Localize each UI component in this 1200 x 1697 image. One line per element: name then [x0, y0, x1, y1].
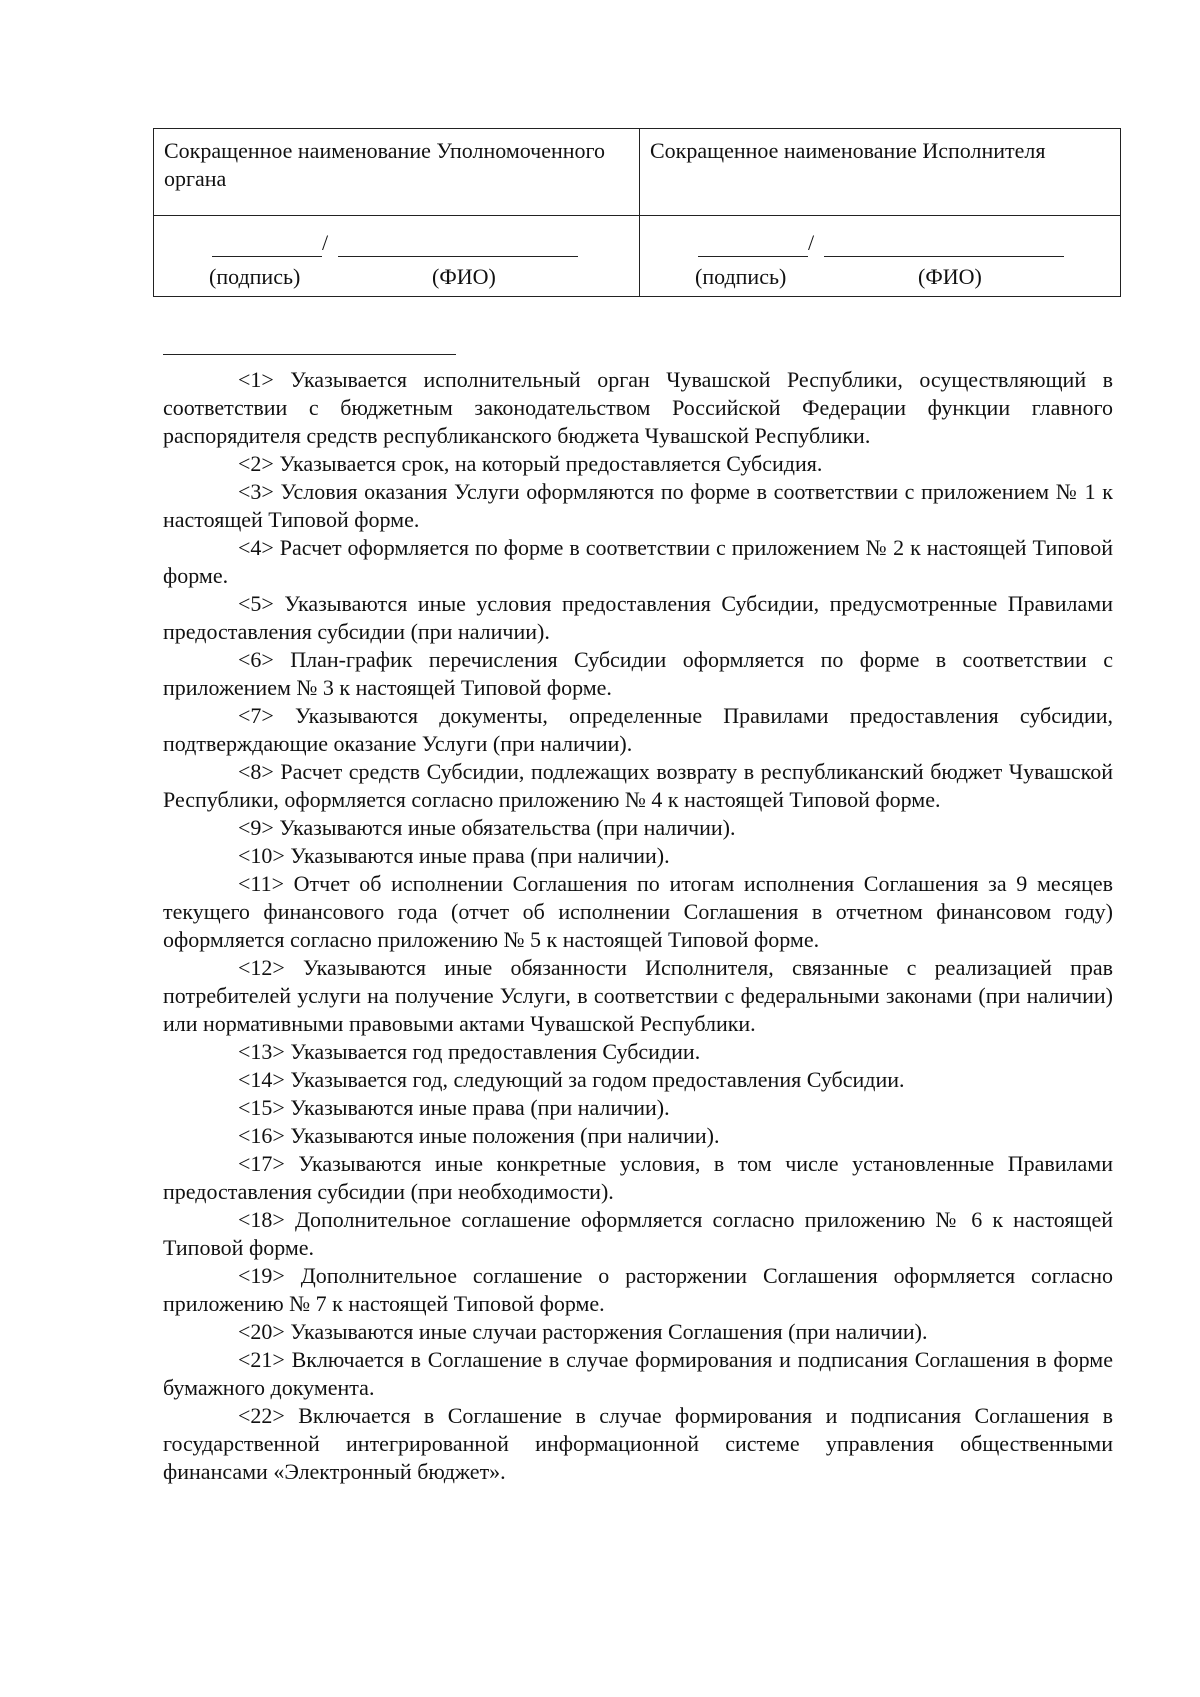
footnote-21: <21> Включается в Соглашение в случае формирования и подписания Соглашения в форме бумажного документа. [163, 1347, 1113, 1400]
footnote-1: <1> Указывается исполнительный орган Чувашской Республики, осуществляющий в соответствии с бюджетным законодательством Российской Федерации функции главного распорядителя средств республиканского бюджета Чувашской Республики. [163, 367, 1113, 448]
signature-table [153, 128, 1121, 297]
footnote-17: <17> Указываются иные конкретные условия, в том числе установленные Правилами предоставления субсидии (при необходимости). [163, 1151, 1113, 1204]
footnote-11: <11> Отчет об исполнении Соглашения по итогам исполнения Соглашения за 9 месяцев текущего финансового года (отчет об исполнении Соглашения в отчетном финансовом году) оформляется согласно приложению № 5 к настоящей Типовой форме. [163, 871, 1113, 952]
footnote-10: <10> Указываются иные права (при наличии). [238, 843, 670, 868]
footnote-16: <16> Указываются иные положения (при наличии). [238, 1123, 720, 1148]
footnote-9: <9> Указываются иные обязательства (при наличии). [238, 815, 736, 840]
slash-separator: / [322, 230, 329, 255]
footnote-13: <13> Указывается год предоставления Субсидии. [238, 1039, 701, 1064]
authority-signature-cell [154, 216, 640, 297]
executor-name-cell: Сокращенное наименование Исполнителя [640, 129, 1121, 216]
signature-block [154, 230, 639, 300]
footnote-separator [163, 354, 456, 355]
footnote-2: <2> Указывается срок, на который предоставляется Субсидия. [238, 451, 823, 476]
footnote-4: <4> Расчет оформляется по форме в соответствии с приложением № 2 к настоящей Типовой форме. [163, 535, 1113, 588]
footnote-12: <12> Указываются иные обязанности Исполнителя, связанные с реализацией прав потребителей услуги на получение Услуги, в соответствии с федеральными законами (при наличии) или нормативными правовыми актами Чувашской Республики. [163, 955, 1113, 1036]
signature-line [698, 256, 808, 257]
footnote-6: <6> План-график перечисления Субсидии оформляется по форме в соответствии с приложением № 3 к настоящей Типовой форме. [163, 647, 1113, 700]
slash-separator: / [808, 230, 815, 255]
footnote-5: <5> Указываются иные условия предоставления Субсидии, предусмотренные Правилами предоставления субсидии (при наличии). [163, 591, 1113, 644]
footnote-18: <18> Дополнительное соглашение оформляется согласно приложению № 6 к настоящей Типовой форме. [163, 1207, 1113, 1260]
signature-caption: (подпись) [695, 264, 787, 289]
footnote-14: <14> Указывается год, следующий за годом предоставления Субсидии. [238, 1067, 905, 1092]
footnote-7: <7> Указываются документы, определенные Правилами предоставления субсидии, подтверждающие оказание Услуги (при наличии). [163, 703, 1113, 756]
signature-caption: (подпись) [209, 264, 301, 289]
footnote-22: <22> Включается в Соглашение в случае формирования и подписания Соглашения в государственной интегрированной информационной системе управления общественными финансами «Электронный бюджет». [163, 1403, 1113, 1484]
footnotes-list [163, 366, 1113, 1486]
name-line [824, 256, 1064, 257]
name-line [338, 256, 578, 257]
executor-signature-cell [640, 216, 1121, 297]
name-caption: (ФИО) [918, 264, 982, 289]
footnote-20: <20> Указываются иные случаи расторжения Соглашения (при наличии). [238, 1319, 928, 1344]
table-row [154, 216, 1121, 297]
signature-line [212, 256, 322, 257]
footnote-15: <15> Указываются иные права (при наличии). [238, 1095, 670, 1120]
table-row [154, 129, 1121, 216]
footnote-8: <8> Расчет средств Субсидии, подлежащих возврату в республиканский бюджет Чувашской Республики, оформляется согласно приложению № 4 к настоящей Типовой форме. [163, 759, 1113, 812]
name-caption: (ФИО) [432, 264, 496, 289]
footnote-3: <3> Условия оказания Услуги оформляются по форме в соответствии с приложением № 1 к настоящей Типовой форме. [163, 479, 1113, 532]
signature-block [640, 230, 1120, 300]
authority-name-cell: Сокращенное наименование Уполномоченного органа [154, 129, 640, 216]
footnote-19: <19> Дополнительное соглашение о расторжении Соглашения оформляется согласно приложению № 7 к настоящей Типовой форме. [163, 1263, 1113, 1316]
